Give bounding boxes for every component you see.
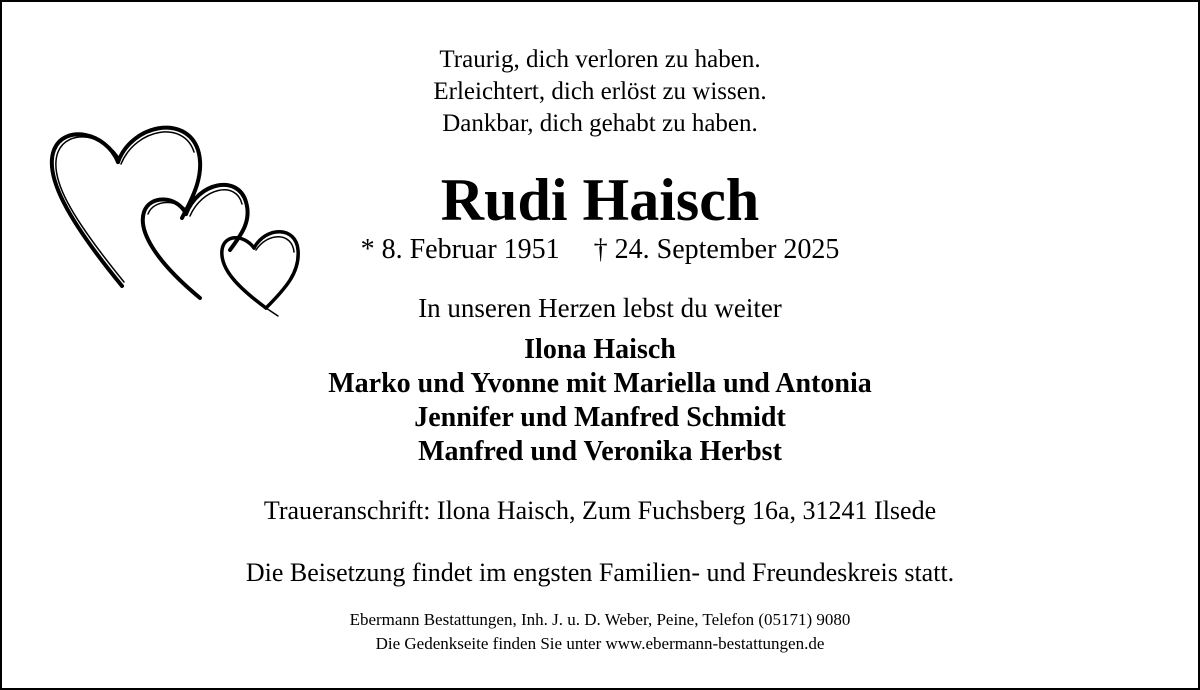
mourner-entry: Ilona Haisch bbox=[524, 334, 676, 365]
mourner-entry: Manfred und Veronika Herbst bbox=[418, 436, 782, 467]
poem bbox=[0, 44, 1200, 140]
funeral-home-footer bbox=[0, 608, 1200, 656]
poem-line: Dankbar, dich gehabt zu haben. bbox=[442, 110, 758, 137]
burial-note: Die Beisetzung findet im engsten Familien- und Freundeskreis statt. bbox=[245, 558, 955, 587]
dedication-line: In unseren Herzen lebst du weiter bbox=[418, 293, 782, 323]
condolence-address: Traueranschrift: Ilona Haisch, Zum Fuchsberg 16a, 31241 Ilsede bbox=[263, 496, 937, 525]
life-dates bbox=[0, 230, 1200, 270]
poem-line: Erleichtert, dich erlöst zu wissen. bbox=[433, 78, 767, 105]
poem-line: Traurig, dich verloren zu haben. bbox=[439, 46, 761, 73]
memorial-page-info: Die Gedenkseite finden Sie unter www.ebermann-bestattungen.de bbox=[375, 634, 825, 653]
birth-date: * 8. Februar 1951 bbox=[360, 234, 560, 265]
funeral-home-info: Ebermann Bestattungen, Inh. J. u. D. Weber, Peine, Telefon (05171) 9080 bbox=[349, 610, 851, 629]
death-date: † 24. September 2025 bbox=[593, 234, 840, 265]
mourners-list bbox=[0, 333, 1200, 469]
deceased-name: Rudi Haisch bbox=[440, 167, 760, 233]
mourner-entry: Jennifer und Manfred Schmidt bbox=[414, 402, 786, 433]
mourner-entry: Marko und Yvonne mit Mariella und Antonia bbox=[328, 368, 872, 399]
